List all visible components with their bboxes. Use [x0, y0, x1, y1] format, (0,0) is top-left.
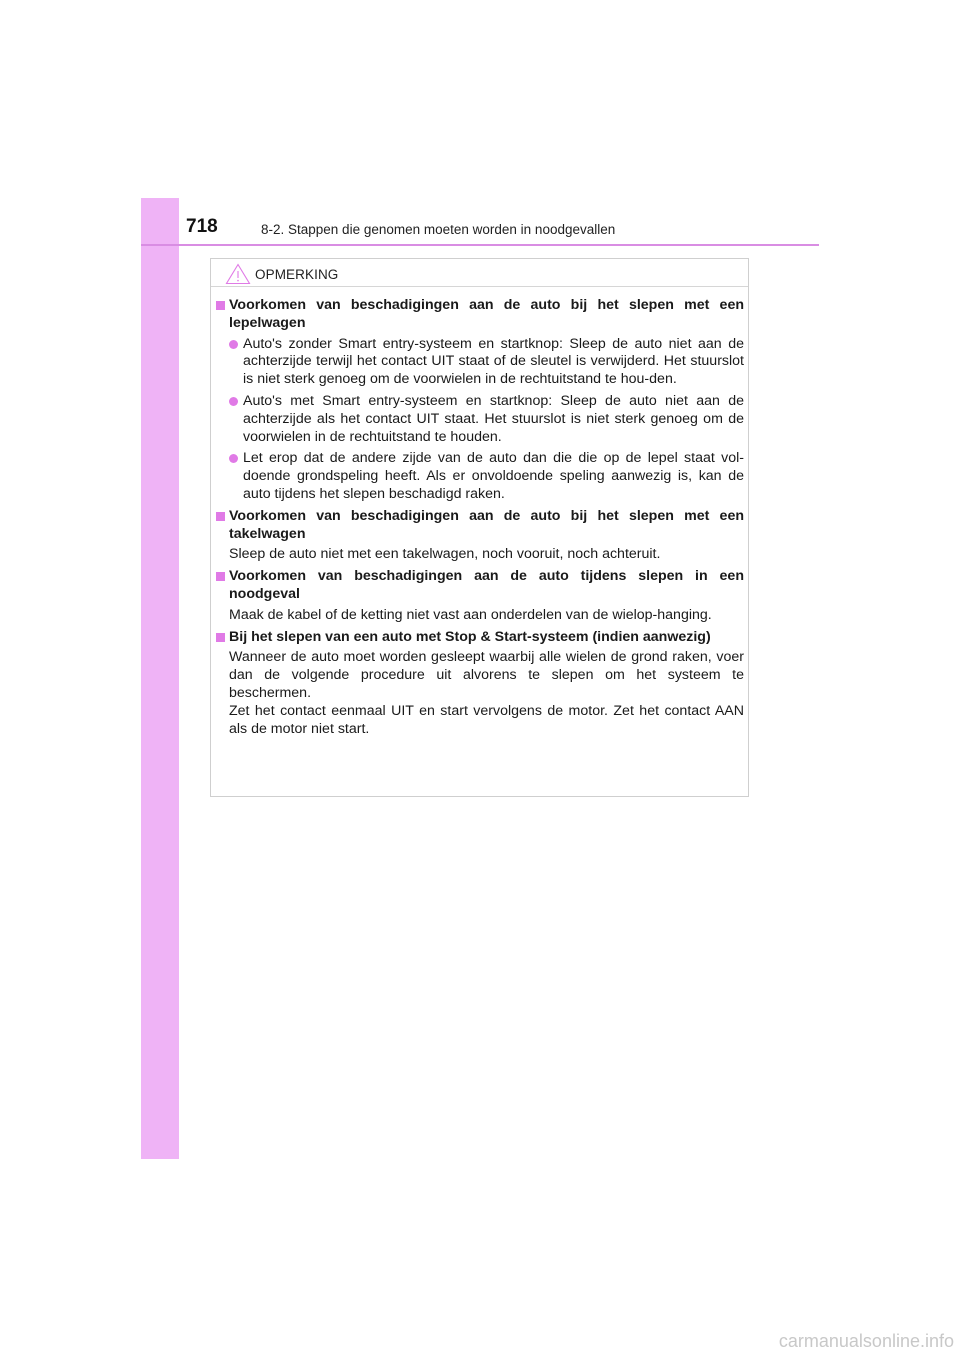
list-item-text: Let erop dat de andere zijde van de auto dan die die op de lepel staat vol-doende grondspeling heeft. Als er onvoldoende speling aanwezig is, kan de auto tijdens het slepen beschadigd raken. — [243, 450, 744, 502]
header-rule — [141, 244, 819, 246]
round-bullet-icon — [229, 397, 238, 406]
page-number: 718 — [186, 216, 218, 237]
section-title: 8-2. Stappen die genomen moeten worden in noodgevallen — [261, 222, 616, 237]
item-paragraph: Sleep de auto niet met een takelwagen, noch vooruit, noch achteruit. — [229, 546, 661, 563]
notice-item-noodgeval — [215, 568, 744, 624]
item-heading: Voorkomen van beschadigingen aan de auto bij het slepen met een takelwagen — [229, 507, 744, 542]
list-item-text: Auto's zonder Smart entry-systeem en startknop: Sleep de auto niet aan de achterzijde terwijl het contact UIT staat of de sleutel is verwijderd. Het stuurslot is niet sterk genoeg om de voorwielen in de rechtuitstand te hou-den. — [243, 335, 744, 388]
item-heading: Voorkomen van beschadigingen aan de auto bij het slepen met een lepelwagen — [229, 297, 744, 331]
warning-triangle-icon — [225, 263, 251, 285]
chapter-side-tab — [141, 198, 179, 1159]
item-heading: Bij het slepen van een auto met Stop & Start-systeem (indien aanwezig) — [229, 628, 711, 645]
notice-header — [225, 261, 338, 287]
notice-item-takelwagen — [215, 508, 744, 564]
square-bullet-icon — [216, 572, 225, 581]
round-bullet-icon — [229, 340, 238, 349]
item-paragraph: Zet het contact eenmaal UIT en start vervolgens de motor. Zet het contact AAN als de motor niet start. — [229, 702, 744, 737]
round-bullet-icon — [229, 454, 238, 463]
notice-item-lepelwagen — [215, 297, 744, 504]
list-item — [229, 450, 744, 503]
notice-box — [210, 258, 749, 797]
square-bullet-icon — [216, 301, 225, 310]
list-item-text: Auto's met Smart entry-systeem en startknop: Sleep de auto niet aan de achterzijde als het contact UIT staat. Het stuurslot is niet sterk genoeg om de voorwielen in de rechtuitstand te houden. — [243, 392, 744, 445]
notice-body — [215, 297, 744, 742]
notice-divider — [211, 286, 748, 287]
item-heading: Voorkomen van beschadigingen aan de auto tijdens slepen in een noodgeval — [229, 568, 744, 602]
square-bullet-icon — [216, 512, 225, 521]
list-item — [229, 393, 744, 446]
item-paragraph: Maak de kabel of de ketting niet vast aan onderdelen van de wielop-hanging. — [229, 606, 712, 623]
notice-item-stop-start — [215, 629, 744, 739]
watermark: carmanualsonline.info — [778, 1331, 954, 1351]
list-item — [229, 336, 744, 389]
notice-title: OPMERKING — [255, 266, 339, 282]
square-bullet-icon — [216, 633, 225, 642]
item-paragraph: Wanneer de auto moet worden gesleept waarbij alle wielen de grond raken, voer dan de volgende procedure uit alvorens te slepen om het systeem te beschermen. — [229, 649, 744, 701]
